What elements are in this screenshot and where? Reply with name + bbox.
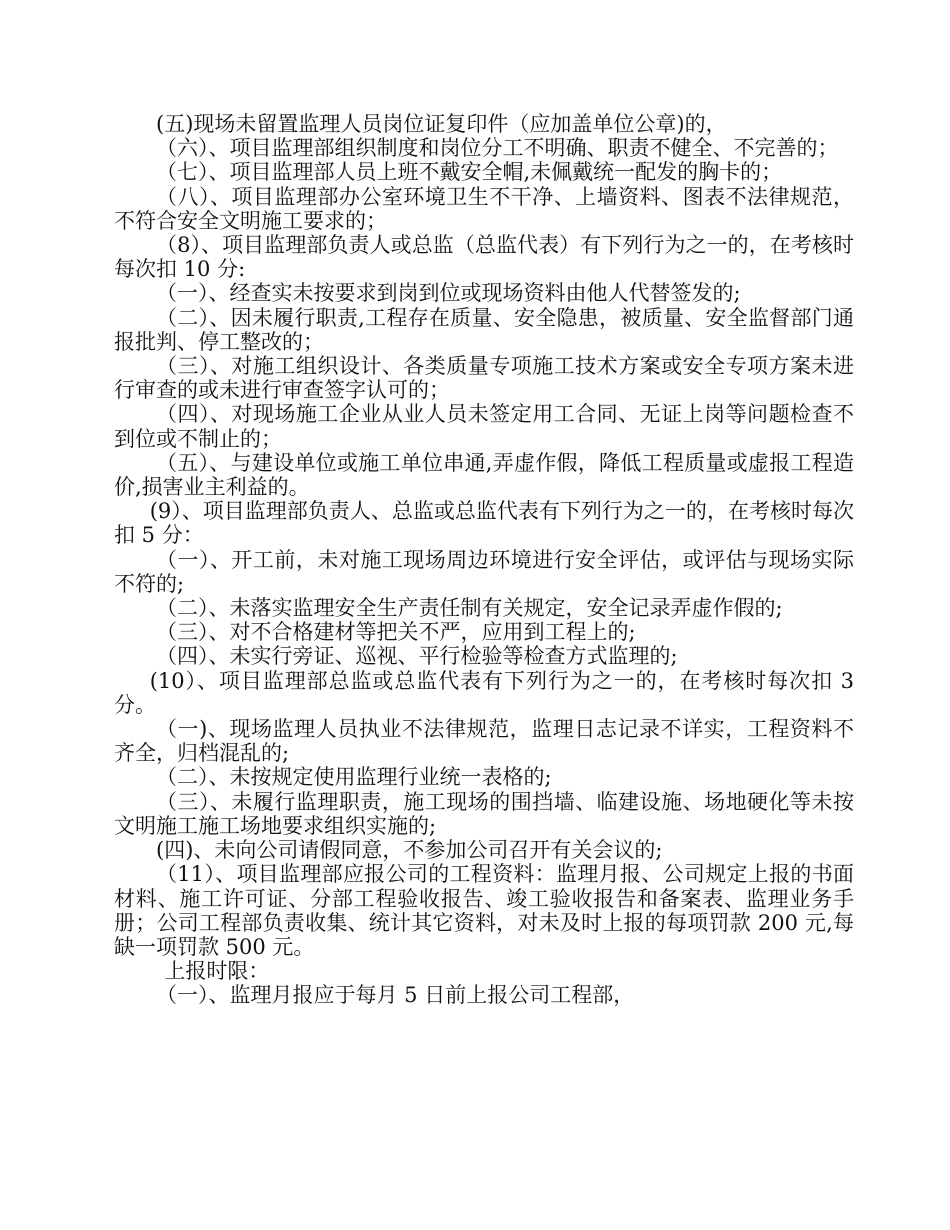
paragraph: （11）、项目监理部应报公司的工程资料：监理月报、公司规定上报的书面材料、施工许可证、分部工程验收报告、竣工验收报告和备案表、监理业务手册；公司工程部负责收集、统计其它资料，对未及时上报的每项罚款 200 元,每缺一项罚款 500 元。 [114, 862, 854, 959]
paragraph: （8）、项目监理部负责人或总监（总监代表）有下列行为之一的，在考核时每次扣 10 分: [114, 233, 854, 282]
paragraph: （五）、与建设单位或施工单位串通,弄虚作假，降低工程质量或虚报工程造价,损害业主利益的。 [114, 450, 854, 500]
paragraph: （七）、项目监理部人员上班不戴安全帽,未佩戴统一配发的胸卡的； [156, 160, 783, 185]
paragraph: 上报时限： [164, 959, 270, 984]
paragraph: （一)、现场监理人员执业不法律规范，监理日志记录不详实，工程资料不齐全，归档混乱的; [114, 717, 854, 766]
document-body [114, 112, 854, 1008]
paragraph: （一）、开工前，未对施工现场周边环境进行安全评估，或评估与现场实际不符的; [114, 547, 854, 596]
paragraph: (五)现场未留置监理人员岗位证复印件（应加盖单位公章)的， [156, 112, 727, 136]
paragraph: （三）、对不合格建材等把关不严，应用到工程上的; [156, 620, 636, 645]
paragraph: （二）、因未履行职责,工程存在质量、安全隐患，被质量、安全监督部门通报批判、停工整改的； [114, 305, 854, 354]
paragraph: （三）、未履行监理职责，施工现场的围挡墙、临建设施、场地硬化等未按文明施工施工场地要求组织实施的; [114, 789, 854, 838]
paragraph: (四)、未向公司请假同意，不参加公司召开有关会议的; [156, 838, 663, 863]
paragraph: （二）、未按规定使用监理行业统一表格的; [156, 765, 552, 790]
paragraph: (9）、项目监理部负责人、总监或总监代表有下列行为之一的，在考核时每次扣 5 分： [114, 499, 854, 548]
paragraph: （一）、经查实未按要求到岗到位或现场资料由他人代替签发的; [156, 281, 741, 306]
paragraph: （一）、监理月报应于每月 5 日前上报公司工程部， [156, 983, 635, 1008]
paragraph: （六）、项目监理部组织制度和岗位分工不明确、职责不健全、不完善的； [156, 136, 839, 161]
paragraph: （三）、对施工组织设计、各类质量专项施工技术方案或安全专项方案未进行审查的或未进行审查签字认可的； [114, 354, 854, 403]
paragraph: （四）、未实行旁证、巡视、平行检验等检查方式监理的; [156, 644, 678, 669]
paragraph: （八）、项目监理部办公室环境卫生不干净、上墙资料、图表不法律规范，不符合安全文明施工要求的； [114, 184, 854, 233]
paragraph: （四）、对现场施工企业从业人员未签定用工合同、无证上岗等问题检查不到位或不制止的； [114, 402, 854, 451]
paragraph: （二）、未落实监理安全生产责任制有关规定，安全记录弄虚作假的; [156, 596, 783, 621]
paragraph: (10）、项目监理部总监或总监代表有下列行为之一的，在考核时每次扣 3 分。 [114, 668, 854, 717]
